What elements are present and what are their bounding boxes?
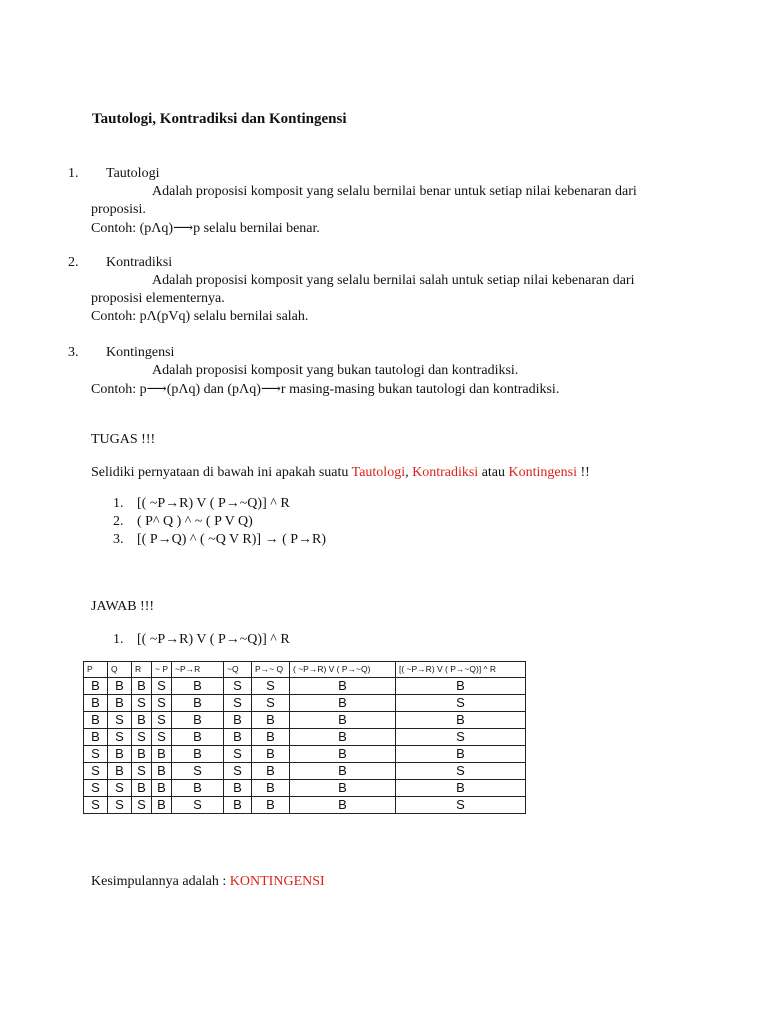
table-cell: B [172,780,224,797]
table-cell: S [224,678,252,695]
table-cell: B [252,712,290,729]
table-cell: B [172,695,224,712]
table-cell: B [252,797,290,814]
table-cell: B [108,695,132,712]
table-cell: S [132,695,152,712]
column-header: [( ~P→R) V ( P→~Q)] ^ R [396,662,526,678]
table-cell: S [396,695,526,712]
table-cell: B [152,797,172,814]
column-header: ( ~P→R) V ( P→~Q) [290,662,396,678]
table-cell: B [108,763,132,780]
example-line: Contoh: p⟶(pΛq) dan (pΛq)⟶r masing-masing bukan tautologi dan kontradiksi. [91,382,560,397]
table-cell: B [84,729,108,746]
table-cell: B [396,712,526,729]
table-cell: B [396,746,526,763]
column-header: P [84,662,108,678]
table-cell: B [252,763,290,780]
definition-line: Adalah proposisi komposit yang bukan tautologi dan kontradiksi. [152,363,519,378]
definition-line: proposisi. [91,202,146,217]
table-cell: B [252,780,290,797]
table-cell: S [252,678,290,695]
table-cell: S [152,678,172,695]
column-header: ~Q [224,662,252,678]
table-cell: S [152,729,172,746]
table-cell: S [132,729,152,746]
table-cell: S [252,695,290,712]
table-cell: B [84,678,108,695]
tugas-item: [( P→Q) ^ ( ~Q V R)] → ( P→R) [137,532,327,547]
table-cell: B [172,746,224,763]
jawab-item: [( ~P→R) V ( P→~Q)] ^ R [137,632,290,647]
table-cell: S [172,763,224,780]
table-cell: B [290,746,396,763]
term-kontingensi: Kontingensi [508,465,577,480]
table-cell: S [132,763,152,780]
table-cell: B [172,678,224,695]
section-heading: Kontingensi [106,345,175,360]
table-row [84,797,526,814]
table-cell: B [252,746,290,763]
term-tautologi: Tautologi [351,465,406,480]
table-row [84,746,526,763]
section-number: 1. [68,166,79,181]
table-row [84,729,526,746]
table-row [84,780,526,797]
table-cell: B [396,780,526,797]
table-cell: S [224,695,252,712]
tugas-instruction: Selidiki pernyataan di bawah ini apakah suatu Tautologi, Kontradiksi atau Kontingensi !! [91,465,590,480]
table-cell: B [290,678,396,695]
table-cell: B [132,712,152,729]
table-cell: B [84,712,108,729]
section-number: 2. [68,255,79,270]
table-cell: B [132,678,152,695]
column-header: ~ P [152,662,172,678]
table-cell: S [108,797,132,814]
table-cell: B [152,780,172,797]
example-line: Contoh: pΛ(pVq) selalu bernilai salah. [91,309,309,324]
table-cell: B [224,712,252,729]
table-cell: B [290,695,396,712]
table-cell: S [84,780,108,797]
table-cell: S [108,712,132,729]
table-cell: B [172,712,224,729]
column-header: R [132,662,152,678]
table-row [84,678,526,695]
table-cell: B [84,695,108,712]
column-header: ~P→R [172,662,224,678]
table-cell: B [290,763,396,780]
table-cell: S [84,797,108,814]
table-cell: B [224,780,252,797]
table-cell: B [290,797,396,814]
table-cell: B [132,746,152,763]
column-header: Q [108,662,132,678]
table-cell: B [132,780,152,797]
page-title: Tautologi, Kontradiksi dan Kontingensi [92,111,347,127]
table-cell: S [152,695,172,712]
table-cell: S [172,797,224,814]
section-number: 3. [68,345,79,360]
table-cell: B [108,746,132,763]
tugas-heading: TUGAS !!! [91,432,156,447]
tugas-item: [( ~P→R) V ( P→~Q)] ^ R [137,496,290,511]
table-cell: S [396,797,526,814]
table-cell: B [108,678,132,695]
tugas-item-number: 3. [113,532,124,547]
table-cell: B [224,797,252,814]
table-cell: B [252,729,290,746]
tugas-item-number: 2. [113,514,124,529]
table-cell: S [224,746,252,763]
table-cell: B [224,729,252,746]
definition-line: proposisi elementernya. [91,291,225,306]
table-row [84,695,526,712]
table-cell: B [290,780,396,797]
tugas-item: ( P^ Q ) ^ ~ ( P V Q) [137,514,253,529]
example-line: Contoh: (pΛq)⟶p selalu bernilai benar. [91,221,320,236]
table-row [84,712,526,729]
table-cell: B [290,729,396,746]
definition-line: Adalah proposisi komposit yang selalu bernilai benar untuk setiap nilai kebenaran dari [152,184,637,199]
conclusion-label: Kesimpulannya adalah : [91,874,230,889]
conclusion-value: KONTINGENSI [229,874,325,889]
jawab-heading: JAWAB !!! [91,599,155,614]
table-cell: S [84,763,108,780]
table-cell: B [290,712,396,729]
table-row [84,763,526,780]
table-header-row [84,662,526,678]
table-cell: B [396,678,526,695]
table-cell: S [152,712,172,729]
table-cell: B [152,763,172,780]
table-body [84,678,526,814]
truth-table [83,661,526,814]
section-heading: Tautologi [106,166,160,181]
conclusion [91,874,325,890]
jawab-item-number: 1. [113,632,124,647]
table-cell: B [172,729,224,746]
table-cell: S [396,729,526,746]
table-cell: S [224,763,252,780]
table-cell: S [108,780,132,797]
table-cell: S [132,797,152,814]
section-heading: Kontradiksi [106,255,173,270]
table-cell: S [84,746,108,763]
table-cell: B [152,746,172,763]
column-header: P→~ Q [252,662,290,678]
table-cell: S [108,729,132,746]
tugas-item-number: 1. [113,496,124,511]
definition-line: Adalah proposisi komposit yang selalu bernilai salah untuk setiap nilai kebenaran dari [152,273,635,288]
term-kontradiksi: Kontradiksi [412,465,479,480]
table-cell: S [396,763,526,780]
